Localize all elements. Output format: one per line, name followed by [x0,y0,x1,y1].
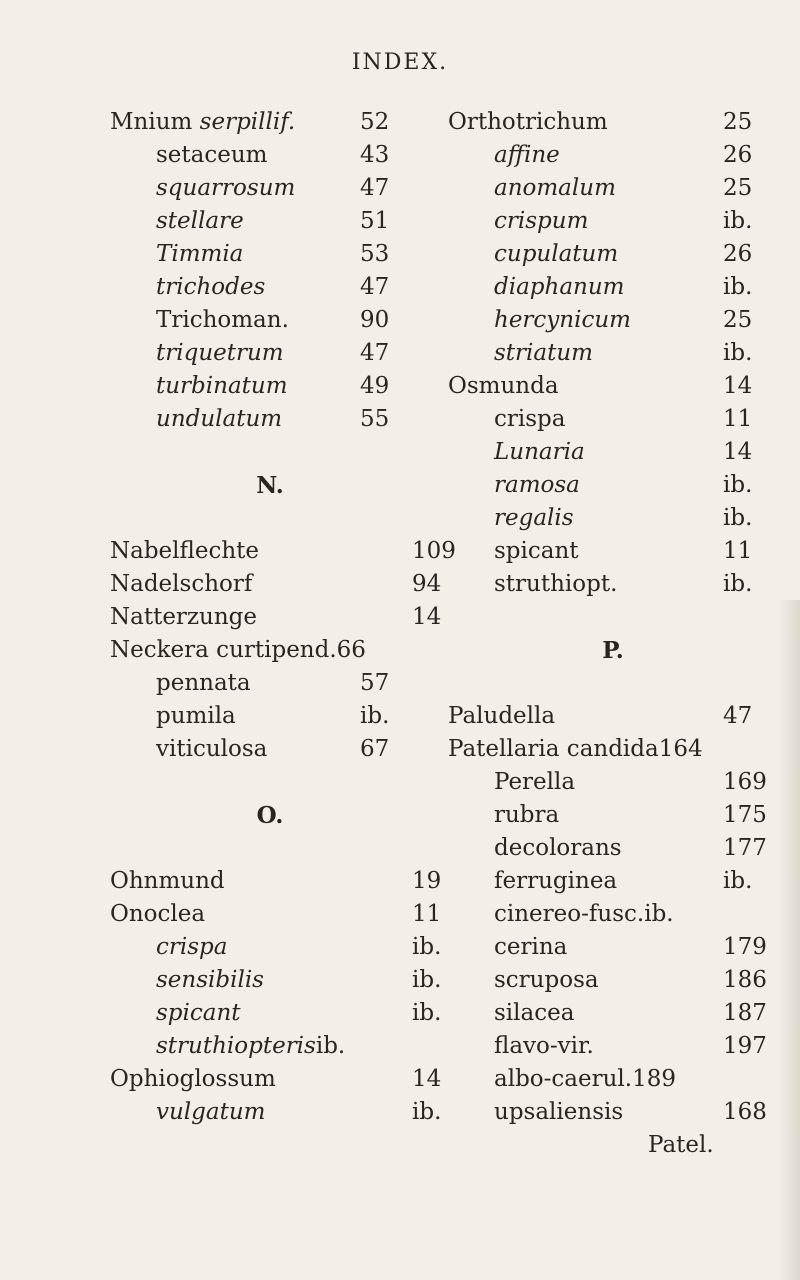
index-entry [110,172,430,205]
entry-page-number: ib. [723,208,753,234]
entry-page-number: ib. [723,505,753,531]
index-entry [110,238,430,271]
spacer [448,601,778,634]
index-entry [448,337,778,370]
index-entry [110,370,430,403]
index-entry [110,964,442,997]
entry-name: Ohnmund [110,868,225,894]
index-entry [110,139,430,172]
index-entry [110,931,442,964]
entry-name: spicant [156,1000,241,1026]
index-entry [448,898,778,931]
entry-page-number: 175 [723,802,767,828]
index-entry [110,601,442,634]
entry-page-number: 26 [723,142,753,168]
index-entry [110,337,430,370]
entry-page-number: 19 [412,868,442,894]
entry-name: Patellaria candida [448,736,659,762]
index-entry [110,568,442,601]
entry-page-number: 47 [360,175,390,201]
entry-name: striatum [494,340,593,366]
entry-page-number: ib. [412,967,442,993]
entry-page-number: 11 [723,538,753,564]
entry-page-number: 14 [412,1066,442,1092]
entry-name: Nadelschorf [110,571,253,597]
entry-name: cerina [494,934,568,960]
index-entry [448,238,778,271]
entry-page-number: 94 [412,571,442,597]
entry-page-number: 164 [658,736,703,762]
entry-page-number: 169 [723,769,767,795]
entry-page-number: 11 [723,406,753,432]
index-entry [448,931,778,964]
index-entry [448,799,778,832]
entry-page-number: 186 [723,967,767,993]
entry-page-number: ib. [723,868,753,894]
entry-page-number: 177 [723,835,767,861]
entry-name: pennata [156,670,251,696]
index-entry [110,700,430,733]
entry-page-number: ib. [412,934,442,960]
spacer [448,667,778,700]
entry-page-number: ib. [315,1033,346,1059]
entry-page-number: 55 [360,406,390,432]
entry-page-number: 189 [632,1066,676,1092]
index-entry [448,172,778,205]
entry-page-number: 49 [360,373,390,399]
entry-page-number: 25 [723,109,753,135]
index-entry [448,502,778,535]
entry-page-number: 26 [723,241,753,267]
index-entry [448,568,778,601]
index-entry [110,1063,442,1096]
entry-page-number: 51 [360,208,390,234]
index-entry [110,733,430,766]
index-entry [448,997,778,1030]
entry-name: ferruginea [494,868,618,894]
entry-name: pumila [156,703,236,729]
index-entry [110,865,442,898]
entry-page-number: 90 [360,307,390,333]
index-entry [448,964,778,997]
entry-page-number: ib. [723,472,753,498]
entry-name: squarrosum [156,175,296,201]
index-entry [110,1030,430,1063]
entry-name: decolorans [494,835,622,861]
index-entry [448,469,778,502]
entry-name: Lunaria [494,439,585,465]
index-entry [110,271,430,304]
entry-name: albo-caerul. [494,1066,633,1092]
index-entry [110,898,442,931]
index-entry [448,436,778,469]
entry-page-number: 25 [723,307,753,333]
entry-name: Osmunda [448,373,559,399]
entry-name: Orthotrichum [448,109,608,135]
entry-name: regalis [494,505,574,531]
entry-page-number: ib. [412,1000,442,1026]
entry-name: struthiopt. [494,571,618,597]
page-edge-shadow [778,600,800,1280]
entry-name: Natterzunge [110,604,258,630]
entry-name: affine [494,142,560,168]
spacer [110,766,430,799]
entry-name: silacea [494,1000,575,1026]
index-entry [448,370,778,403]
entry-name: Patel. [648,1132,714,1158]
entry-name: Ophioglossum [110,1066,276,1092]
entry-page-number: 14 [723,439,753,465]
index-entry [110,535,456,568]
index-entry [110,634,430,667]
entry-page-number: 53 [360,241,390,267]
index-entry [110,997,442,1030]
entry-page-number: 66 [336,637,366,663]
entry-name: cupulatum [494,241,619,267]
entry-page-number: ib. [723,274,753,300]
entry-page-number: 179 [723,934,767,960]
entry-page-number: ib. [412,1099,442,1125]
entry-page-number: 168 [723,1099,767,1125]
entry-name: stellare [156,208,244,234]
entry-page-number: 187 [723,1000,767,1026]
entry-page-number: ib. [360,703,390,729]
entry-name: triquetrum [156,340,284,366]
entry-name: Neckera curtipend. [110,637,337,663]
entry-name: rubra [494,802,560,828]
index-entry [110,1096,442,1129]
entry-name: flavo-vir. [494,1033,594,1059]
entry-name: turbinatum [156,373,288,399]
entry-name: hercynicum [494,307,631,333]
entry-page-number: 109 [412,538,456,564]
section-letter: O. [256,802,284,829]
index-entry [448,766,778,799]
entry-page-number: ib. [644,901,674,927]
entry-page-number: 43 [360,142,390,168]
entry-name: setaceum [156,142,268,168]
entry-name: Trichoman. [156,307,289,333]
entry-name: crispa [156,934,228,960]
index-entry [110,205,430,238]
index-entry [448,1030,778,1063]
index-entry [110,304,430,337]
index-entry [448,700,778,733]
entry-page-number: 25 [723,175,753,201]
entry-page-number: 14 [412,604,442,630]
entry-name: crispa [494,406,566,432]
entry-page-number: 11 [412,901,442,927]
entry-page-number: 47 [723,703,753,729]
entry-name: spicant [494,538,579,564]
entry-name: anomalum [494,175,616,201]
index-entry [448,271,778,304]
index-entry [448,139,778,172]
spacer [110,832,430,865]
section-letter: N. [256,472,284,499]
entry-page-number: 67 [360,736,390,762]
catchword [448,1129,778,1162]
entry-name: Perella [494,769,576,795]
index-entry [448,205,778,238]
index-entry [448,304,778,337]
entry-name: diaphanum [494,274,625,300]
index-entry [448,865,778,898]
entry-name: cinereo-fusc. [494,901,645,927]
index-column-left [110,106,456,1129]
spacer [110,436,430,469]
entry-page-number: ib. [723,571,753,597]
entry-name: upsaliensis [494,1099,624,1125]
page-header: INDEX. [351,50,449,75]
entry-name: trichodes [156,274,266,300]
entry-name: Paludella [448,703,556,729]
entry-name: undulatum [156,406,283,432]
index-entry [110,667,430,700]
entry-name: scruposa [494,967,599,993]
spacer [110,502,430,535]
index-entry [448,733,778,766]
entry-name: Mnium serpillif. [110,109,296,135]
entry-name: Timmia [156,241,244,267]
entry-page-number: 52 [360,109,390,135]
entry-name: vulgatum [156,1099,266,1125]
entry-name: Nabelflechte [110,538,260,564]
entry-page-number: 14 [723,373,753,399]
index-column-right [448,106,778,1162]
entry-page-number: 197 [723,1033,767,1059]
entry-page-number: 47 [360,340,390,366]
entry-page-number: 47 [360,274,390,300]
index-entry [448,106,778,139]
index-entry [110,403,430,436]
entry-name: Onoclea [110,901,206,927]
section-letter: P. [602,637,624,664]
index-entry [448,832,778,865]
index-entry [448,1096,778,1129]
entry-name: struthiopteris [156,1033,316,1059]
entry-page-number: ib. [723,340,753,366]
entry-name: ramosa [494,472,580,498]
entry-name: viticulosa [156,736,268,762]
index-entry [448,535,778,568]
entry-page-number: 57 [360,670,390,696]
entry-name: sensibilis [156,967,264,993]
index-entry [448,1063,778,1096]
index-entry [448,403,778,436]
index-entry [110,106,430,139]
entry-name: crispum [494,208,589,234]
